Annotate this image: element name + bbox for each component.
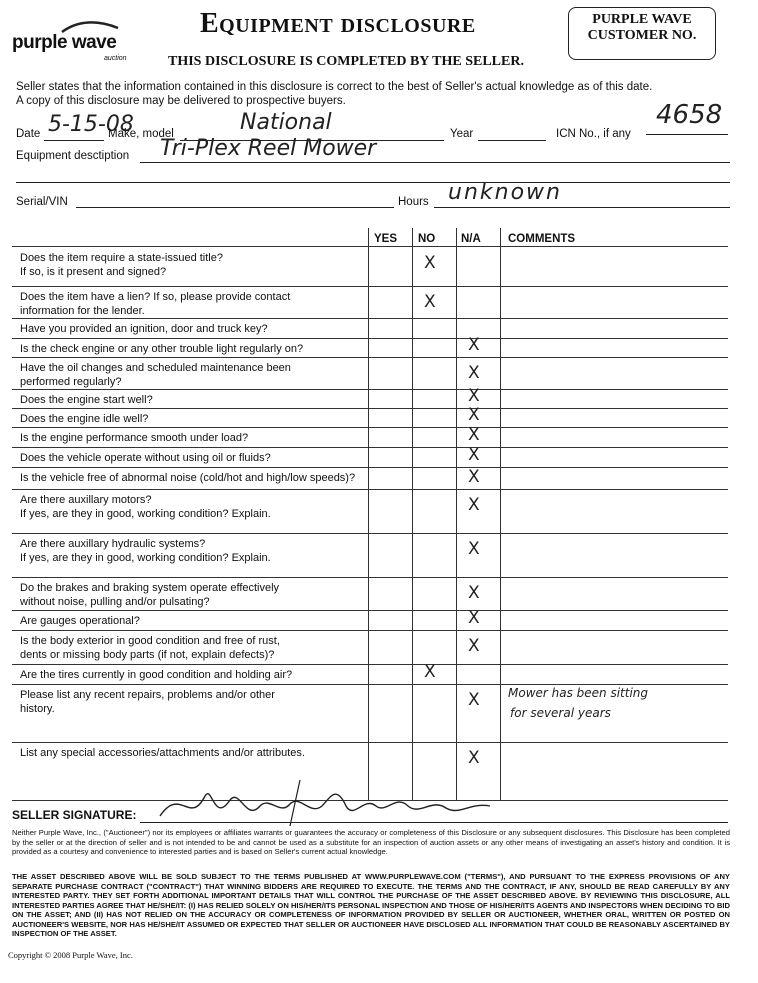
row-divider: [12, 389, 728, 390]
question-line1: Does the vehicle operate without using oil or fluids?: [20, 452, 271, 464]
check-mark-na: X: [468, 445, 480, 465]
row-divider: [12, 467, 728, 468]
row-divider: [12, 742, 728, 743]
check-mark-no: X: [424, 292, 436, 312]
description-label: Equipment desctiption: [16, 150, 130, 162]
question-line1: Does the item require a state-issued title?: [20, 252, 223, 264]
question-text: [20, 393, 365, 407]
question-line1: Are there auxillary hydraulic systems?: [20, 538, 206, 550]
purple-wave-logo: [12, 20, 162, 60]
question-line1: Do the brakes and braking system operate effectively: [20, 582, 280, 594]
check-mark-na: X: [468, 386, 480, 406]
row-divider: [12, 533, 728, 534]
seller-signature-label: SELLER SIGNATURE:: [12, 808, 137, 822]
check-mark-na: X: [468, 636, 480, 656]
row-divider: [12, 357, 728, 358]
question-text: [20, 322, 365, 336]
question-text: [20, 342, 365, 356]
question-line2: information for the lender.: [20, 305, 145, 317]
question-text: [20, 581, 365, 609]
date-value: 5-15-08: [48, 112, 134, 137]
check-mark-na: X: [468, 363, 480, 383]
make-label: Make, model: [108, 128, 174, 140]
customer-box-line1: PURPLE WAVE: [592, 12, 692, 27]
check-mark-na: X: [468, 467, 480, 487]
make-value: National: [240, 110, 332, 135]
question-line2: If so, is it present and signed?: [20, 266, 167, 278]
question-text: [20, 412, 365, 426]
terms-paragraph: THE ASSET DESCRIBED ABOVE WILL BE SOLD SUBJECT TO THE TERMS PUBLISHED AT WWW.PURPLEWAVE.COM ("TERMS"), AND PURSUANT TO THE EXPRESS PROVISIONS OF ANY SEPARATE PURCHASE CONTRACT ("CONTRACT") THAT WINNING BIDDERS ARE REQUIRED TO EXECUTE. THE TERMS AND THE CONTRACT, IF ANY, SHOULD BE READ CAREFULLY BY ANY INTERESTED PARTY. THEY SET FORTH ADDITIONAL IMPORTANT DETAILS THAT WILL CONTROL THE PURCHASE OF THE ASSET DESCRIBED ABOVE. BY REVIEWING THIS DISCLOSURE, ALL INTERESTED PARTIES AGREE THAT HE/SHE/IT: (I) HAS RELIED SOLELY ON HIS/HER/ITS PERSONAL INSPECTION AND THOSE OF HIS/HER/ITS AGENTS AND INSPECTORS WHEN DECIDING TO BID ON THE ASSET; AND (II) HAS NOT RELIED ON THE ACCURACY OR COMPLETENESS OF INFORMATION PROVIDED BY SELLER OR AUCTIONEER, WHETHER ORAL, WRITTEN OR POSTED ON AUCTIONEER'S WEBSITE, NOR HAS HE/SHE/IT ASSUMED OR EXPECTED THAT SELLER OR AUCTIONEER HAVE DISCLOSED ALL INFORMATION THAT COULD BE REASONABLY ASCERTAINED BY INSPECTION OF THE ASSET.: [12, 872, 730, 938]
page-subtitle: THIS DISCLOSURE IS COMPLETED BY THE SELLER.: [168, 54, 524, 69]
logo-sub: auction: [104, 55, 127, 62]
check-mark-no: X: [424, 253, 436, 273]
description-value: Tri-Plex Reel Mower: [160, 136, 377, 161]
row-divider: [12, 489, 728, 490]
question-line1: Are there auxillary motors?: [20, 494, 152, 506]
col-yes: YES: [374, 233, 398, 245]
icn-label: ICN No., if any: [556, 128, 631, 140]
disclaimer-paragraph: Neither Purple Wave, Inc., ("Auctioneer") nor its employees or affiliates warrants or guarantees the accuracy or completeness of this Disclosure or any subsequent disclosures. This Disclosure has been completed by the seller or at the direction of seller and is not intended to be and cannot be used as a substitute for an inspection of auction assets or any other means of investigating an asset's history and condition. It is provided as a courtesy and convenience to interested parties and is based on Seller's current actual knowledge.: [12, 828, 730, 856]
question-line2: If yes, are they in good, working condition? Explain.: [20, 552, 271, 564]
hours-value: unknown: [448, 180, 562, 205]
question-text: [20, 634, 365, 662]
check-mark-na: X: [468, 748, 480, 768]
row-divider: [12, 427, 728, 428]
page-title: Equipment disclosure: [200, 8, 476, 39]
question-text: [20, 493, 365, 521]
col-na: N/A: [461, 233, 481, 245]
row-divider: [12, 684, 728, 685]
question-text: [20, 471, 365, 485]
row-divider: [12, 664, 728, 665]
question-line2: history.: [20, 703, 55, 715]
check-mark-na: X: [468, 405, 480, 425]
customer-box-line2: CUSTOMER NO.: [587, 28, 697, 43]
question-text: [20, 361, 365, 389]
row-divider: [12, 286, 728, 287]
question-text: [20, 668, 365, 682]
question-line1: Is the vehicle free of abnormal noise (cold/hot and high/low speeds)?: [20, 472, 356, 484]
check-mark-na: X: [468, 539, 480, 559]
check-mark-no: X: [424, 662, 436, 682]
check-mark-na: X: [468, 583, 480, 603]
statement-line1: Seller states that the information contained in this disclosure is correct to the best of Seller's actual knowledge as of this date.: [16, 81, 653, 93]
row-divider: [12, 408, 728, 409]
question-line1: List any special accessories/attachments and/or attributes.: [20, 747, 305, 759]
question-line1: Is the body exterior in good condition and free of rust,: [20, 635, 280, 647]
question-text: [20, 290, 365, 318]
check-mark-na: X: [468, 425, 480, 445]
row-divider: [12, 318, 728, 319]
question-text: [20, 688, 365, 716]
check-mark-na: X: [468, 608, 480, 628]
year-label: Year: [450, 128, 474, 140]
logo-word: purple wave: [12, 32, 117, 53]
customer-number-box: [568, 7, 716, 60]
seller-signature-icon: [150, 776, 510, 832]
check-mark-na: X: [468, 690, 480, 710]
question-line2: without noise, pulling and/or pulsating?: [20, 596, 210, 608]
copyright: Copyright © 2008 Purple Wave, Inc.: [8, 950, 133, 960]
serial-label: Serial/VIN: [16, 196, 68, 208]
question-line1: Does the engine idle well?: [20, 413, 149, 425]
question-line2: dents or missing body parts (if not, explain defects)?: [20, 649, 275, 661]
question-line1: Does the engine start well?: [20, 394, 153, 406]
question-line1: Is the engine performance smooth under load?: [20, 432, 249, 444]
question-text: [20, 746, 365, 760]
question-text: [20, 451, 365, 465]
question-line1: Does the item have a lien? If so, please provide contact: [20, 291, 291, 303]
question-text: [20, 251, 365, 279]
question-line2: performed regularly?: [20, 376, 122, 388]
icn-value: 4658: [656, 100, 723, 130]
question-line1: Please list any recent repairs, problems and/or other: [20, 689, 275, 701]
row-divider: [12, 338, 728, 339]
question-line1: Is the check engine or any other trouble light regularly on?: [20, 343, 304, 355]
check-mark-na: X: [468, 335, 480, 355]
question-line1: Are gauges operational?: [20, 615, 140, 627]
comment-line1: Mower has been sitting: [508, 686, 649, 700]
row-divider: [12, 447, 728, 448]
statement-line2: A copy of this disclosure may be delivered to prospective buyers.: [16, 95, 346, 107]
comment-line2: for several years: [510, 706, 611, 720]
date-label: Date: [16, 128, 41, 140]
question-line2: If yes, are they in good, working condition? Explain.: [20, 508, 271, 520]
question-line1: Are the tires currently in good condition and holding air?: [20, 669, 293, 681]
question-text: [20, 431, 365, 445]
question-line1: Have the oil changes and scheduled maintenance been: [20, 362, 291, 374]
question-text: [20, 537, 365, 565]
hours-label: Hours: [398, 196, 429, 208]
question-line1: Have you provided an ignition, door and truck key?: [20, 323, 268, 335]
col-comments: COMMENTS: [508, 233, 576, 245]
row-divider: [12, 577, 728, 578]
seller-statement: [16, 80, 746, 108]
question-text: [20, 614, 365, 628]
row-divider: [12, 610, 728, 611]
col-no: NO: [418, 233, 436, 245]
row-divider: [12, 630, 728, 631]
check-mark-na: X: [468, 495, 480, 515]
